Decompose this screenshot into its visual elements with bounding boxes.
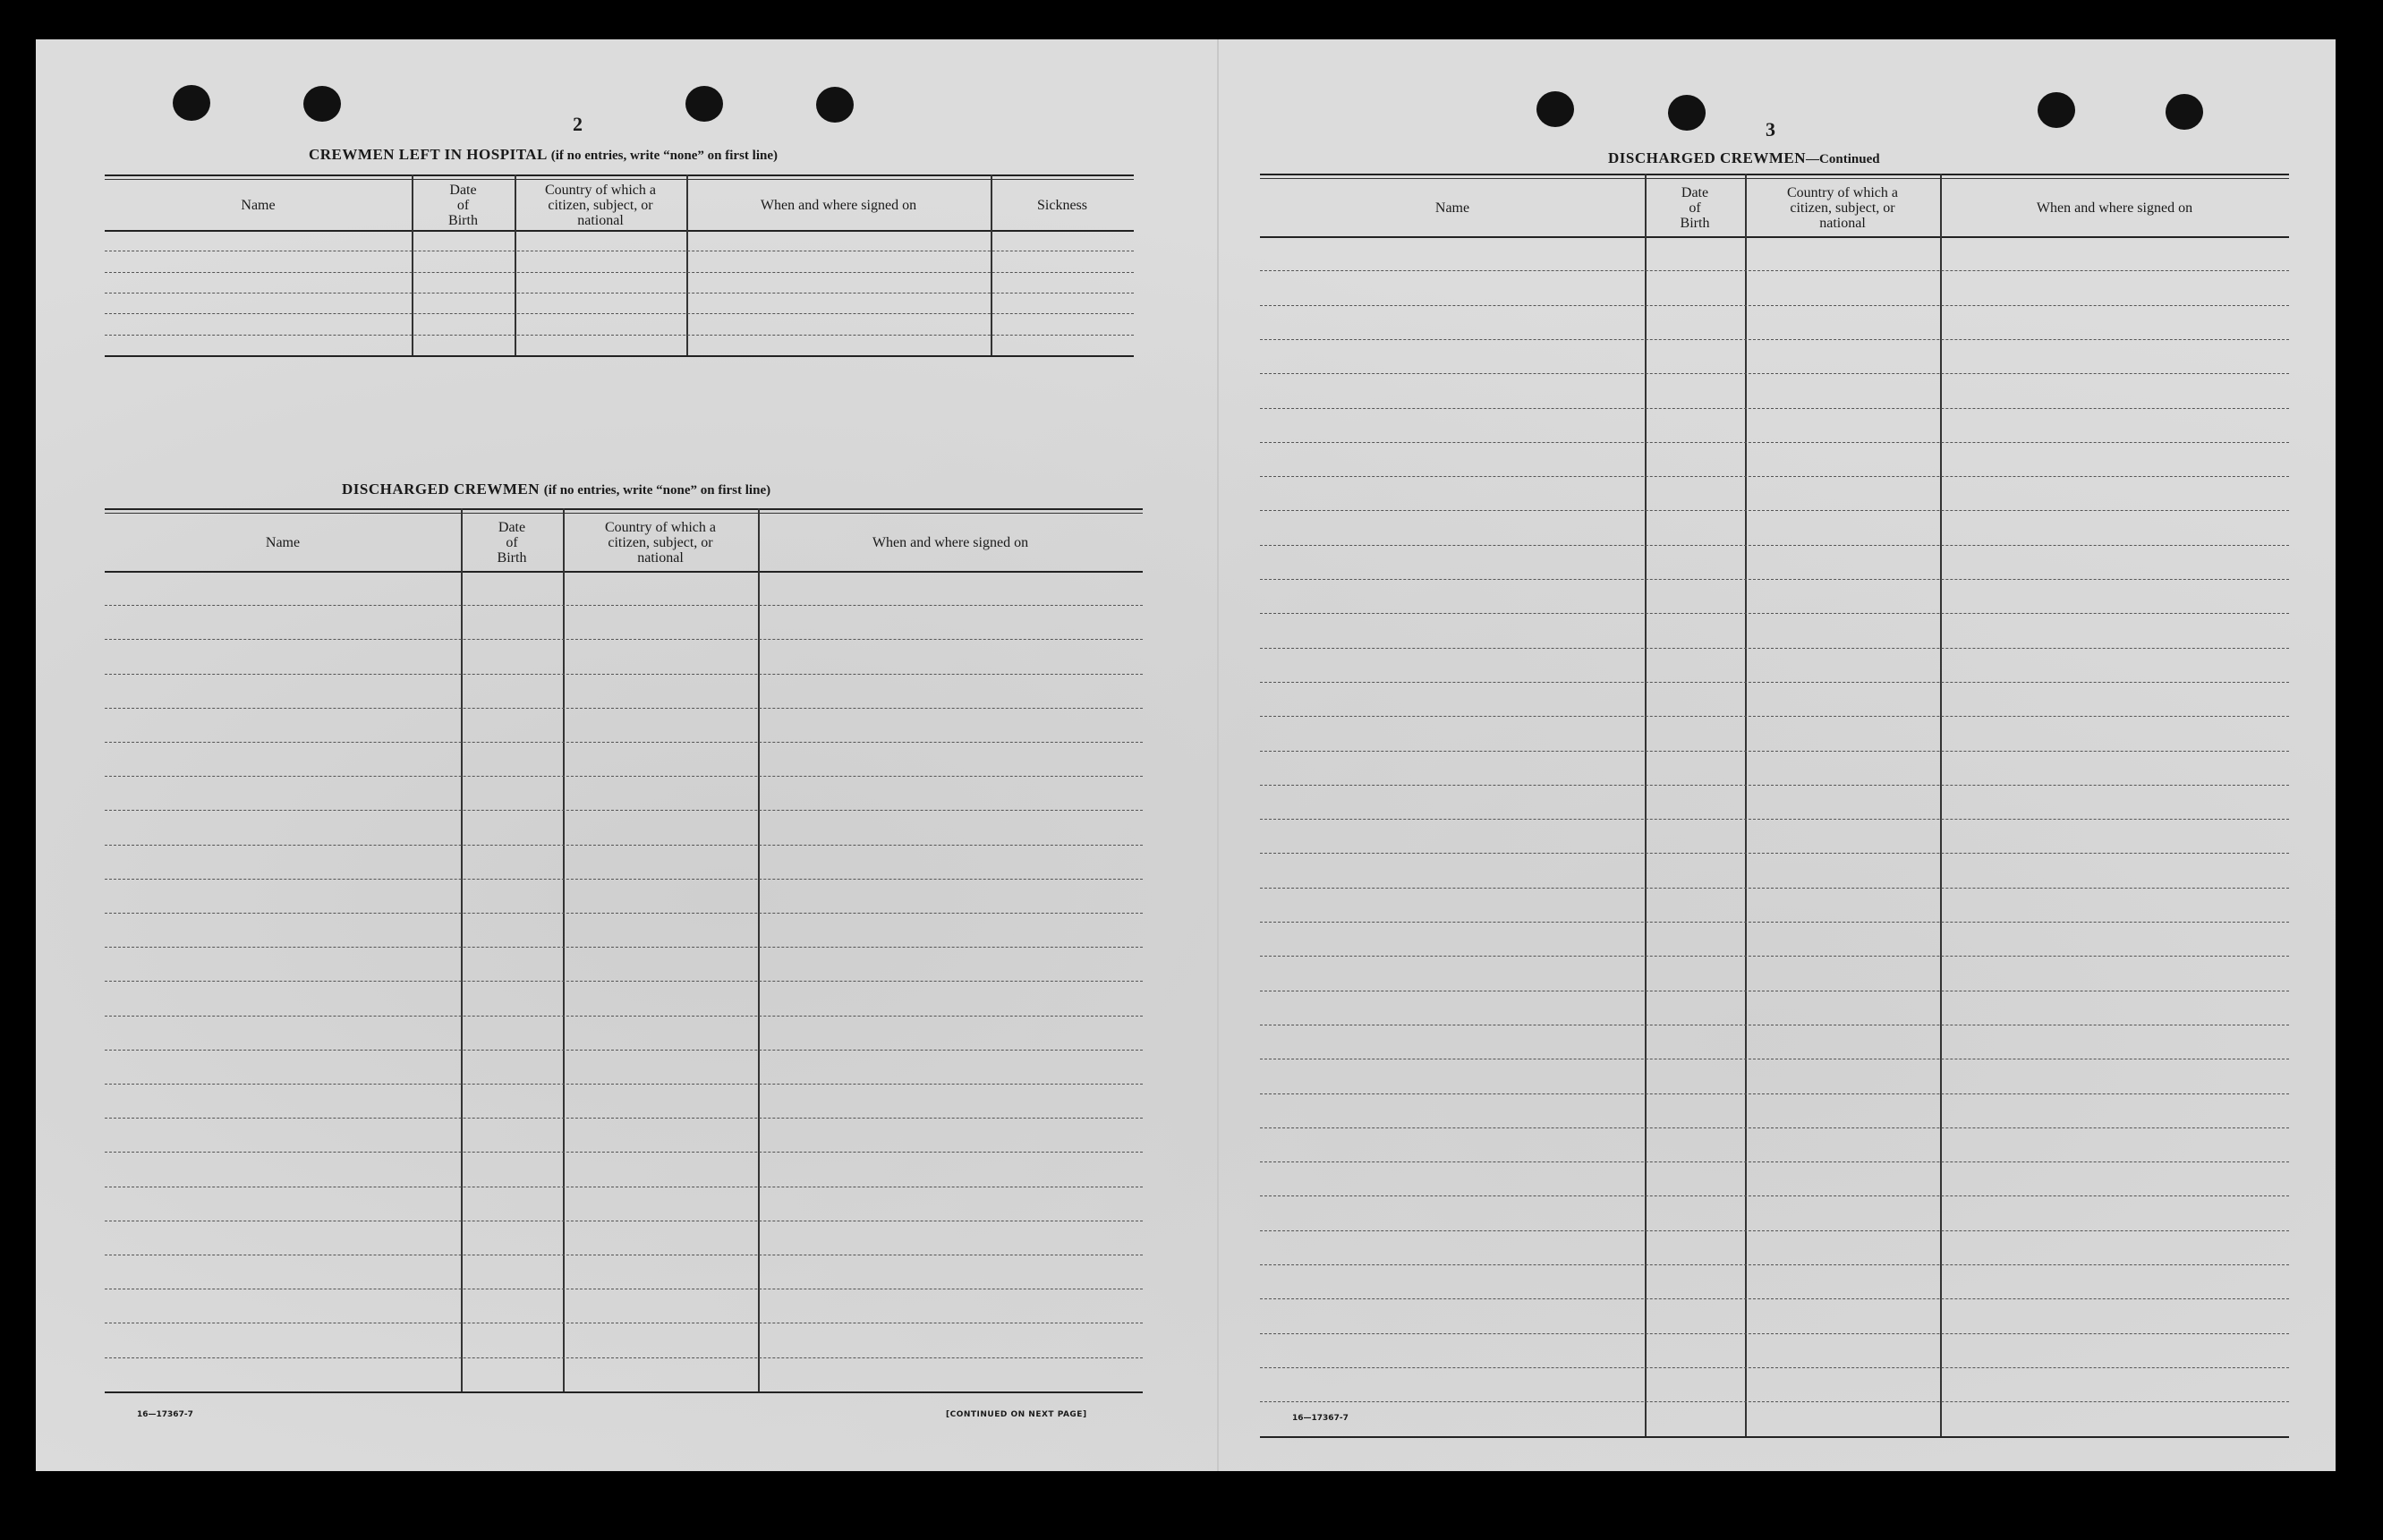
table-row[interactable] <box>1260 1093 2289 1094</box>
form-number: 16—17367-7 <box>137 1410 193 1419</box>
hospital-title-text: CREWMEN LEFT IN HOSPITAL <box>309 146 547 163</box>
table-row[interactable] <box>1260 510 2289 511</box>
discharged-continued-title-text: DISCHARGED CREWMEN <box>1608 149 1807 166</box>
hospital-table <box>105 174 1134 452</box>
page-number: 3 <box>1766 118 1775 140</box>
table-row[interactable] <box>105 1084 1143 1085</box>
column-rule <box>515 174 516 355</box>
table-row[interactable] <box>1260 819 2289 820</box>
column-header: Country of which a citizen, subject, or national <box>1787 185 1898 231</box>
table-row[interactable] <box>1260 888 2289 889</box>
table-row[interactable] <box>105 639 1143 640</box>
table-row[interactable] <box>105 981 1143 982</box>
column-header: Date of Birth <box>448 183 478 228</box>
table-row[interactable] <box>1260 613 2289 614</box>
column-rule <box>1645 174 1647 1436</box>
discharged-table <box>105 508 1143 1448</box>
continued-suffix: —Continued <box>1806 152 1880 166</box>
punch-hole <box>1536 91 1574 127</box>
table-row[interactable] <box>1260 1127 2289 1128</box>
header-rule <box>105 230 1134 232</box>
punch-hole <box>303 86 341 122</box>
table-row[interactable] <box>105 1152 1143 1153</box>
table-top-rule <box>105 174 1134 176</box>
table-row[interactable] <box>1260 373 2289 374</box>
page-fold <box>1217 39 1219 1471</box>
header-rule <box>1260 236 2289 238</box>
table-row[interactable] <box>1260 956 2289 957</box>
table-row[interactable] <box>105 605 1143 606</box>
table-row[interactable] <box>1260 270 2289 271</box>
table-bottom-rule <box>105 1391 1143 1393</box>
column-header: When and where signed on <box>2036 200 2193 216</box>
table-row[interactable] <box>105 1050 1143 1051</box>
column-header: Date of Birth <box>1680 185 1710 231</box>
table-row[interactable] <box>105 1118 1143 1119</box>
punch-hole <box>2166 94 2203 130</box>
table-top-rule <box>1260 178 2289 179</box>
table-row[interactable] <box>105 879 1143 880</box>
table-row[interactable] <box>1260 442 2289 443</box>
discharged-title-text: DISCHARGED CREWMEN <box>342 481 540 498</box>
table-top-rule <box>1260 174 2289 175</box>
table-bottom-rule <box>105 355 1134 357</box>
column-header: Name <box>1434 200 1470 216</box>
table-row[interactable] <box>1260 1401 2289 1402</box>
column-header: Country of which a citizen, subject, or national <box>605 520 716 566</box>
table-row[interactable] <box>105 913 1143 914</box>
table-row[interactable] <box>105 810 1143 811</box>
column-header: Date of Birth <box>497 520 527 566</box>
table-row[interactable] <box>1260 785 2289 786</box>
table-row[interactable] <box>105 708 1143 709</box>
table-row[interactable] <box>1260 579 2289 580</box>
table-row[interactable] <box>105 674 1143 675</box>
table-row[interactable] <box>105 313 1134 314</box>
table-row[interactable] <box>105 293 1134 294</box>
continued-note: [CONTINUED ON NEXT PAGE] <box>946 1410 1087 1419</box>
table-row[interactable] <box>1260 476 2289 477</box>
table-row[interactable] <box>1260 408 2289 409</box>
column-header: Name <box>265 535 301 550</box>
table-row[interactable] <box>105 742 1143 743</box>
form-number: 16—17367-7 <box>1292 1414 1349 1423</box>
table-row[interactable] <box>1260 1195 2289 1196</box>
table-row[interactable] <box>105 272 1134 273</box>
page-number: 2 <box>573 113 583 135</box>
punch-hole <box>173 85 210 121</box>
table-row[interactable] <box>1260 1230 2289 1231</box>
column-rule <box>991 174 992 355</box>
column-rule <box>461 508 463 1391</box>
table-row[interactable] <box>1260 648 2289 649</box>
table-row[interactable] <box>1260 853 2289 854</box>
header-rule <box>105 571 1143 573</box>
hospital-section-title <box>309 146 778 164</box>
punch-hole <box>2038 92 2075 128</box>
table-row[interactable] <box>105 1357 1143 1358</box>
column-rule <box>563 508 565 1391</box>
table-row[interactable] <box>105 845 1143 846</box>
discharged-continued-table <box>1260 174 2289 1450</box>
column-rule <box>1940 174 1942 1436</box>
discharged-section-title <box>342 481 770 498</box>
column-header: Sickness <box>1037 198 1087 213</box>
column-rule <box>412 174 413 355</box>
column-rule <box>758 508 760 1391</box>
column-rule <box>1745 174 1747 1436</box>
form-sheet <box>36 39 2336 1471</box>
punch-hole <box>685 86 723 122</box>
table-row[interactable] <box>1260 1264 2289 1265</box>
table-row[interactable] <box>105 776 1143 777</box>
hospital-instruction: (if no entries, write “none” on first line) <box>550 149 778 163</box>
table-row[interactable] <box>1260 1161 2289 1162</box>
discharged-instruction: (if no entries, write “none” on first line) <box>543 483 771 498</box>
table-row[interactable] <box>1260 682 2289 683</box>
table-row[interactable] <box>1260 751 2289 752</box>
punch-hole <box>816 87 854 123</box>
table-row[interactable] <box>1260 305 2289 306</box>
punch-hole <box>1668 95 1706 131</box>
table-row[interactable] <box>1260 339 2289 340</box>
table-row[interactable] <box>1260 545 2289 546</box>
column-header: When and where signed on <box>760 198 917 213</box>
column-header: When and where signed on <box>872 535 1029 550</box>
table-row[interactable] <box>1260 716 2289 717</box>
table-top-rule <box>105 508 1143 510</box>
column-header: Name <box>241 198 276 213</box>
table-row[interactable] <box>105 335 1134 336</box>
table-row[interactable] <box>1260 1298 2289 1299</box>
table-row[interactable] <box>1260 1333 2289 1334</box>
column-rule <box>686 174 688 355</box>
table-row[interactable] <box>1260 1367 2289 1368</box>
table-row[interactable] <box>105 947 1143 948</box>
table-row[interactable] <box>105 1016 1143 1017</box>
table-top-rule <box>105 179 1134 180</box>
discharged-continued-title <box>1608 149 1880 167</box>
table-bottom-rule <box>1260 1436 2289 1438</box>
table-top-rule <box>105 513 1143 514</box>
table-row[interactable] <box>1260 922 2289 923</box>
column-header: Country of which a citizen, subject, or national <box>545 183 656 228</box>
